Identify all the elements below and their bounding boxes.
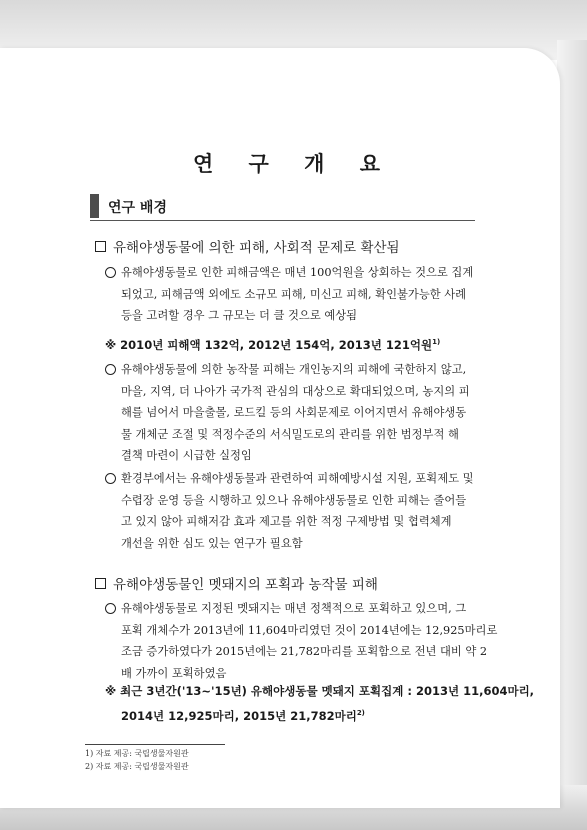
paragraph-line: 환경부에서는 유해야생동물과 관련하여 피해예방시설 지원, 포획제도 및	[121, 472, 474, 485]
bullet-circle-icon	[105, 364, 116, 375]
footnote-ref-1: 1)	[432, 338, 441, 346]
paragraph-line: 수렵장 운영 등을 시행하고 있으나 유해야생동물로 인한 피해는 줄어들	[121, 493, 467, 507]
note-2-line-1: ※ 최근 3년간('13~'15년) 유해야생동물 멧돼지 포획집계 : 2013년 11,604마리,	[105, 684, 535, 698]
paragraph-line: 배 가까이 포획하였음	[121, 666, 227, 680]
page-title: 연 구 개 요	[192, 152, 395, 176]
footnote-1: 1) 자료 제공: 국립생물자원관	[85, 749, 189, 758]
paragraph-line: 조금 증가하였다가 2015년에는 21,782마리를 포획함으로 전년 대비 약 2	[121, 645, 488, 658]
paragraph-line: 유해야생동물로 지정된 멧돼지는 매년 정책적으로 포획하고 있으며, 그	[121, 602, 467, 615]
heading-2	[95, 573, 378, 593]
paragraph-line: 유해야생동물에 의한 농작물 피해는 개인농지의 피해에 국한하지 않고,	[121, 363, 467, 376]
paragraph-line: 마을, 지역, 더 나아가 국가적 관심의 대상으로 확대되었으며, 농지의 피	[121, 384, 470, 398]
paragraph-line: 개선을 위한 심도 있는 연구가 필요함	[121, 536, 303, 550]
footnote-ref-2: 2)	[356, 709, 365, 717]
bullet-circle-icon	[105, 603, 116, 614]
paragraph-line: 해를 넘어서 마을출몰, 로드킬 등의 사회문제로 이어지면서 유해야생동	[121, 406, 467, 419]
heading-1-text: 유해야생동물에 의한 피해, 사회적 문제로 확산됨	[113, 240, 400, 256]
bullet-circle-icon	[105, 473, 116, 484]
section-header	[90, 192, 475, 221]
paragraph-line: 등을 고려할 경우 그 규모는 더 클 것으로 예상됨	[121, 309, 358, 322]
paragraph-line: 되었고, 피해금액 외에도 소규모 피해, 미신고 피해, 확인불가능한 사례	[121, 287, 467, 301]
paragraph-line: 물 개체군 조절 및 적정수준의 서식밀도로의 관리를 위한 범정부적 해	[121, 427, 459, 441]
paragraph-line: 고 있지 않아 피해저감 효과 제고를 위한 적정 구제방법 및 협력체계	[121, 515, 452, 528]
note-1	[105, 331, 515, 356]
note-1-text: ※ 2010년 피해액 132억, 2012년 154억, 2013년 121억원	[105, 337, 433, 352]
footnote-divider	[85, 744, 225, 745]
bullet-circle-icon	[105, 267, 116, 278]
note-2-line-2: 2014년 12,925마리, 2015년 21,782마리	[121, 708, 357, 723]
section-label: 연구 배경	[108, 200, 167, 216]
checkbox-square-icon	[95, 241, 106, 252]
paragraph-3	[105, 468, 510, 554]
heading-1	[95, 236, 400, 256]
note-2-line-2-wrap	[105, 702, 515, 727]
note-2	[105, 680, 535, 727]
checkbox-square-icon	[95, 578, 106, 589]
paragraph-line: 유해야생동물로 인한 피해금액은 매년 100억원을 상회하는 것으로 집계	[121, 266, 474, 279]
heading-2-text: 유해야생동물인 멧돼지의 포획과 농작물 피해	[113, 577, 378, 593]
section-marker	[90, 194, 99, 218]
paragraph-line: 포획 개체수가 2013년에 11,604마리였던 것이 2014년에는 12,925마리로	[121, 623, 498, 637]
footnote-2: 2) 자료 제공: 국립생물자원관	[85, 762, 189, 771]
paragraph-4	[105, 598, 510, 684]
paragraph-2	[105, 359, 510, 467]
paragraph-line: 결책 마련이 시급한 실정임	[121, 449, 252, 462]
paragraph-1	[105, 262, 510, 327]
